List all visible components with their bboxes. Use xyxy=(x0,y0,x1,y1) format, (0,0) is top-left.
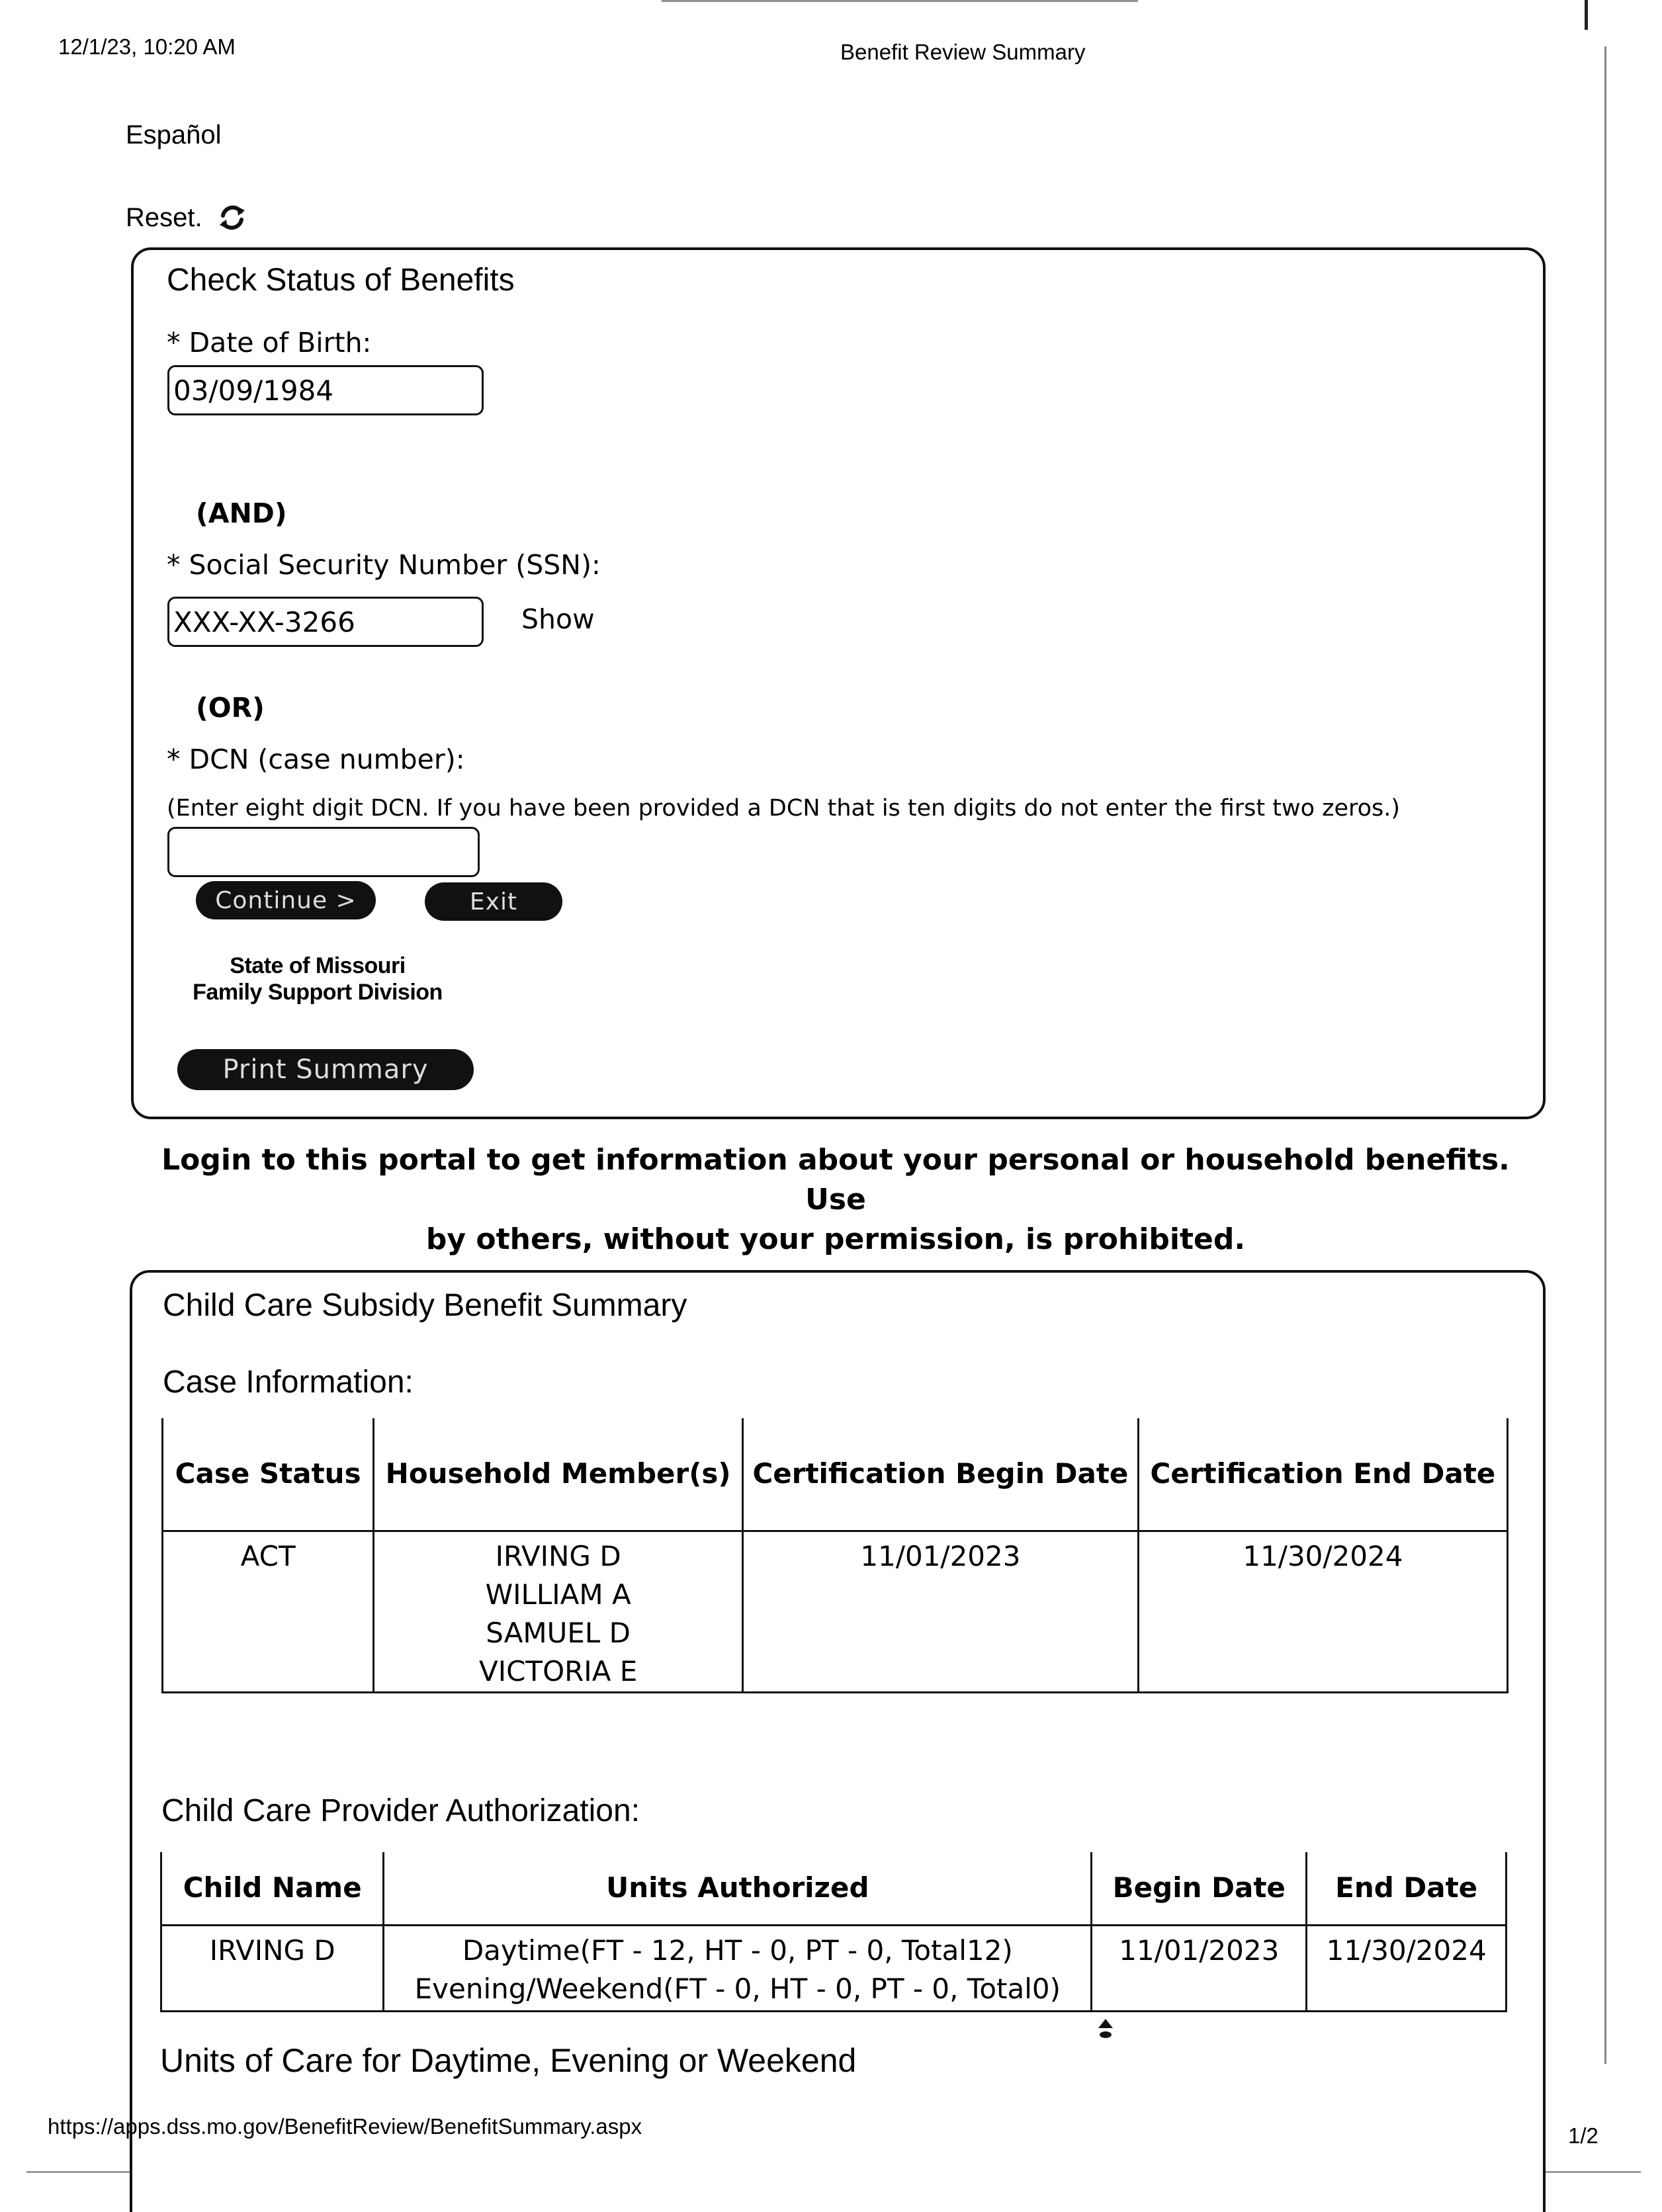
child-name-header: Child Name xyxy=(161,1852,384,1925)
scroll-up-icon[interactable] xyxy=(1097,2018,1114,2043)
scan-top-mark xyxy=(662,0,1138,2)
case-info-table xyxy=(161,1418,1509,1693)
cert-end-cell: 11/30/2024 xyxy=(1138,1531,1507,1692)
cert-end-header: Certification End Date xyxy=(1138,1418,1507,1531)
fsd-logo xyxy=(165,953,470,1005)
show-ssn-link[interactable]: Show xyxy=(521,603,595,635)
cert-begin-cell: 11/01/2023 xyxy=(743,1531,1139,1692)
cert-begin-header: Certification Begin Date xyxy=(743,1418,1139,1531)
end-date-cell: 11/30/2024 xyxy=(1307,1925,1507,2011)
table-row xyxy=(163,1531,1508,1692)
print-datetime: 12/1/23, 10:20 AM xyxy=(58,34,236,59)
print-url: https://apps.dss.mo.gov/BenefitReview/BenefitSummary.aspx xyxy=(48,2114,642,2139)
household-members-header: Household Member(s) xyxy=(374,1418,743,1531)
provider-auth-table xyxy=(160,1852,1507,2012)
case-status-header: Case Status xyxy=(163,1418,374,1531)
print-page-number: 1/2 xyxy=(1568,2123,1598,2148)
household-member: VICTORIA E xyxy=(478,1654,638,1687)
units-daytime: Daytime(FT - 12, HT - 0, PT - 0, Total12) xyxy=(462,1934,1013,1967)
fsd-logo-line2: Family Support Division xyxy=(193,980,443,1005)
case-info-heading: Case Information: xyxy=(163,1365,414,1400)
end-date-header: End Date xyxy=(1307,1852,1507,1925)
units-evening-weekend: Evening/Weekend(FT - 0, HT - 0, PT - 0, Total0) xyxy=(414,1972,1061,2005)
units-of-care-heading: Units of Care for Daytime, Evening or Weekend xyxy=(160,2042,857,2079)
print-summary-button[interactable]: Print Summary xyxy=(177,1049,474,1090)
reset-button[interactable] xyxy=(126,202,247,233)
household-member: WILLIAM A xyxy=(485,1578,631,1611)
ssn-input[interactable]: XXX-XX-3266 xyxy=(167,597,484,647)
exit-button[interactable]: Exit xyxy=(425,882,562,921)
case-status-cell: ACT xyxy=(163,1531,374,1692)
or-label: (OR) xyxy=(196,692,265,724)
case-table-header-row xyxy=(163,1418,1508,1531)
units-authorized-header: Units Authorized xyxy=(384,1852,1092,1925)
child-name-cell: IRVING D xyxy=(161,1925,384,2011)
provider-auth-heading: Child Care Provider Authorization: xyxy=(161,1793,640,1828)
table-row xyxy=(161,1925,1507,2011)
dcn-input[interactable] xyxy=(167,827,480,877)
dob-label: * Date of Birth: xyxy=(167,327,372,359)
ssn-label: * Social Security Number (SSN): xyxy=(167,549,601,581)
and-label: (AND) xyxy=(196,497,287,529)
dcn-hint: (Enter eight digit DCN. If you have been provided a DCN that is ten digits do not enter the first two zeros.) xyxy=(167,795,1401,822)
scan-edge-mark xyxy=(1585,0,1588,30)
household-member: IRVING D xyxy=(495,1539,621,1572)
begin-date-header: Begin Date xyxy=(1092,1852,1307,1925)
dcn-label: * DCN (case number): xyxy=(167,744,465,775)
portal-notice-line2: by others, without your permission, is prohibited. xyxy=(425,1222,1246,1256)
portal-notice-line1: Login to this portal to get information about your personal or household benefits. Use xyxy=(161,1143,1510,1216)
fsd-logo-line1: State of Missouri xyxy=(230,953,406,978)
espanol-link[interactable]: Español xyxy=(126,120,222,149)
portal-notice xyxy=(131,1140,1540,1259)
reset-label: Reset. xyxy=(126,202,202,232)
household-members-cell xyxy=(374,1531,743,1692)
dob-input[interactable]: 03/09/1984 xyxy=(167,365,484,415)
check-status-title: Check Status of Benefits xyxy=(167,263,515,298)
summary-title: Child Care Subsidy Benefit Summary xyxy=(163,1288,687,1323)
scan-edge-line xyxy=(1604,46,1606,2064)
household-member: SAMUEL D xyxy=(486,1616,631,1649)
units-authorized-cell xyxy=(384,1925,1092,2011)
provider-table-header-row xyxy=(161,1852,1507,1925)
begin-date-cell: 11/01/2023 xyxy=(1092,1925,1307,2011)
refresh-icon xyxy=(217,202,247,233)
print-page-title: Benefit Review Summary xyxy=(840,40,1086,64)
continue-button[interactable]: Continue > xyxy=(196,881,376,919)
